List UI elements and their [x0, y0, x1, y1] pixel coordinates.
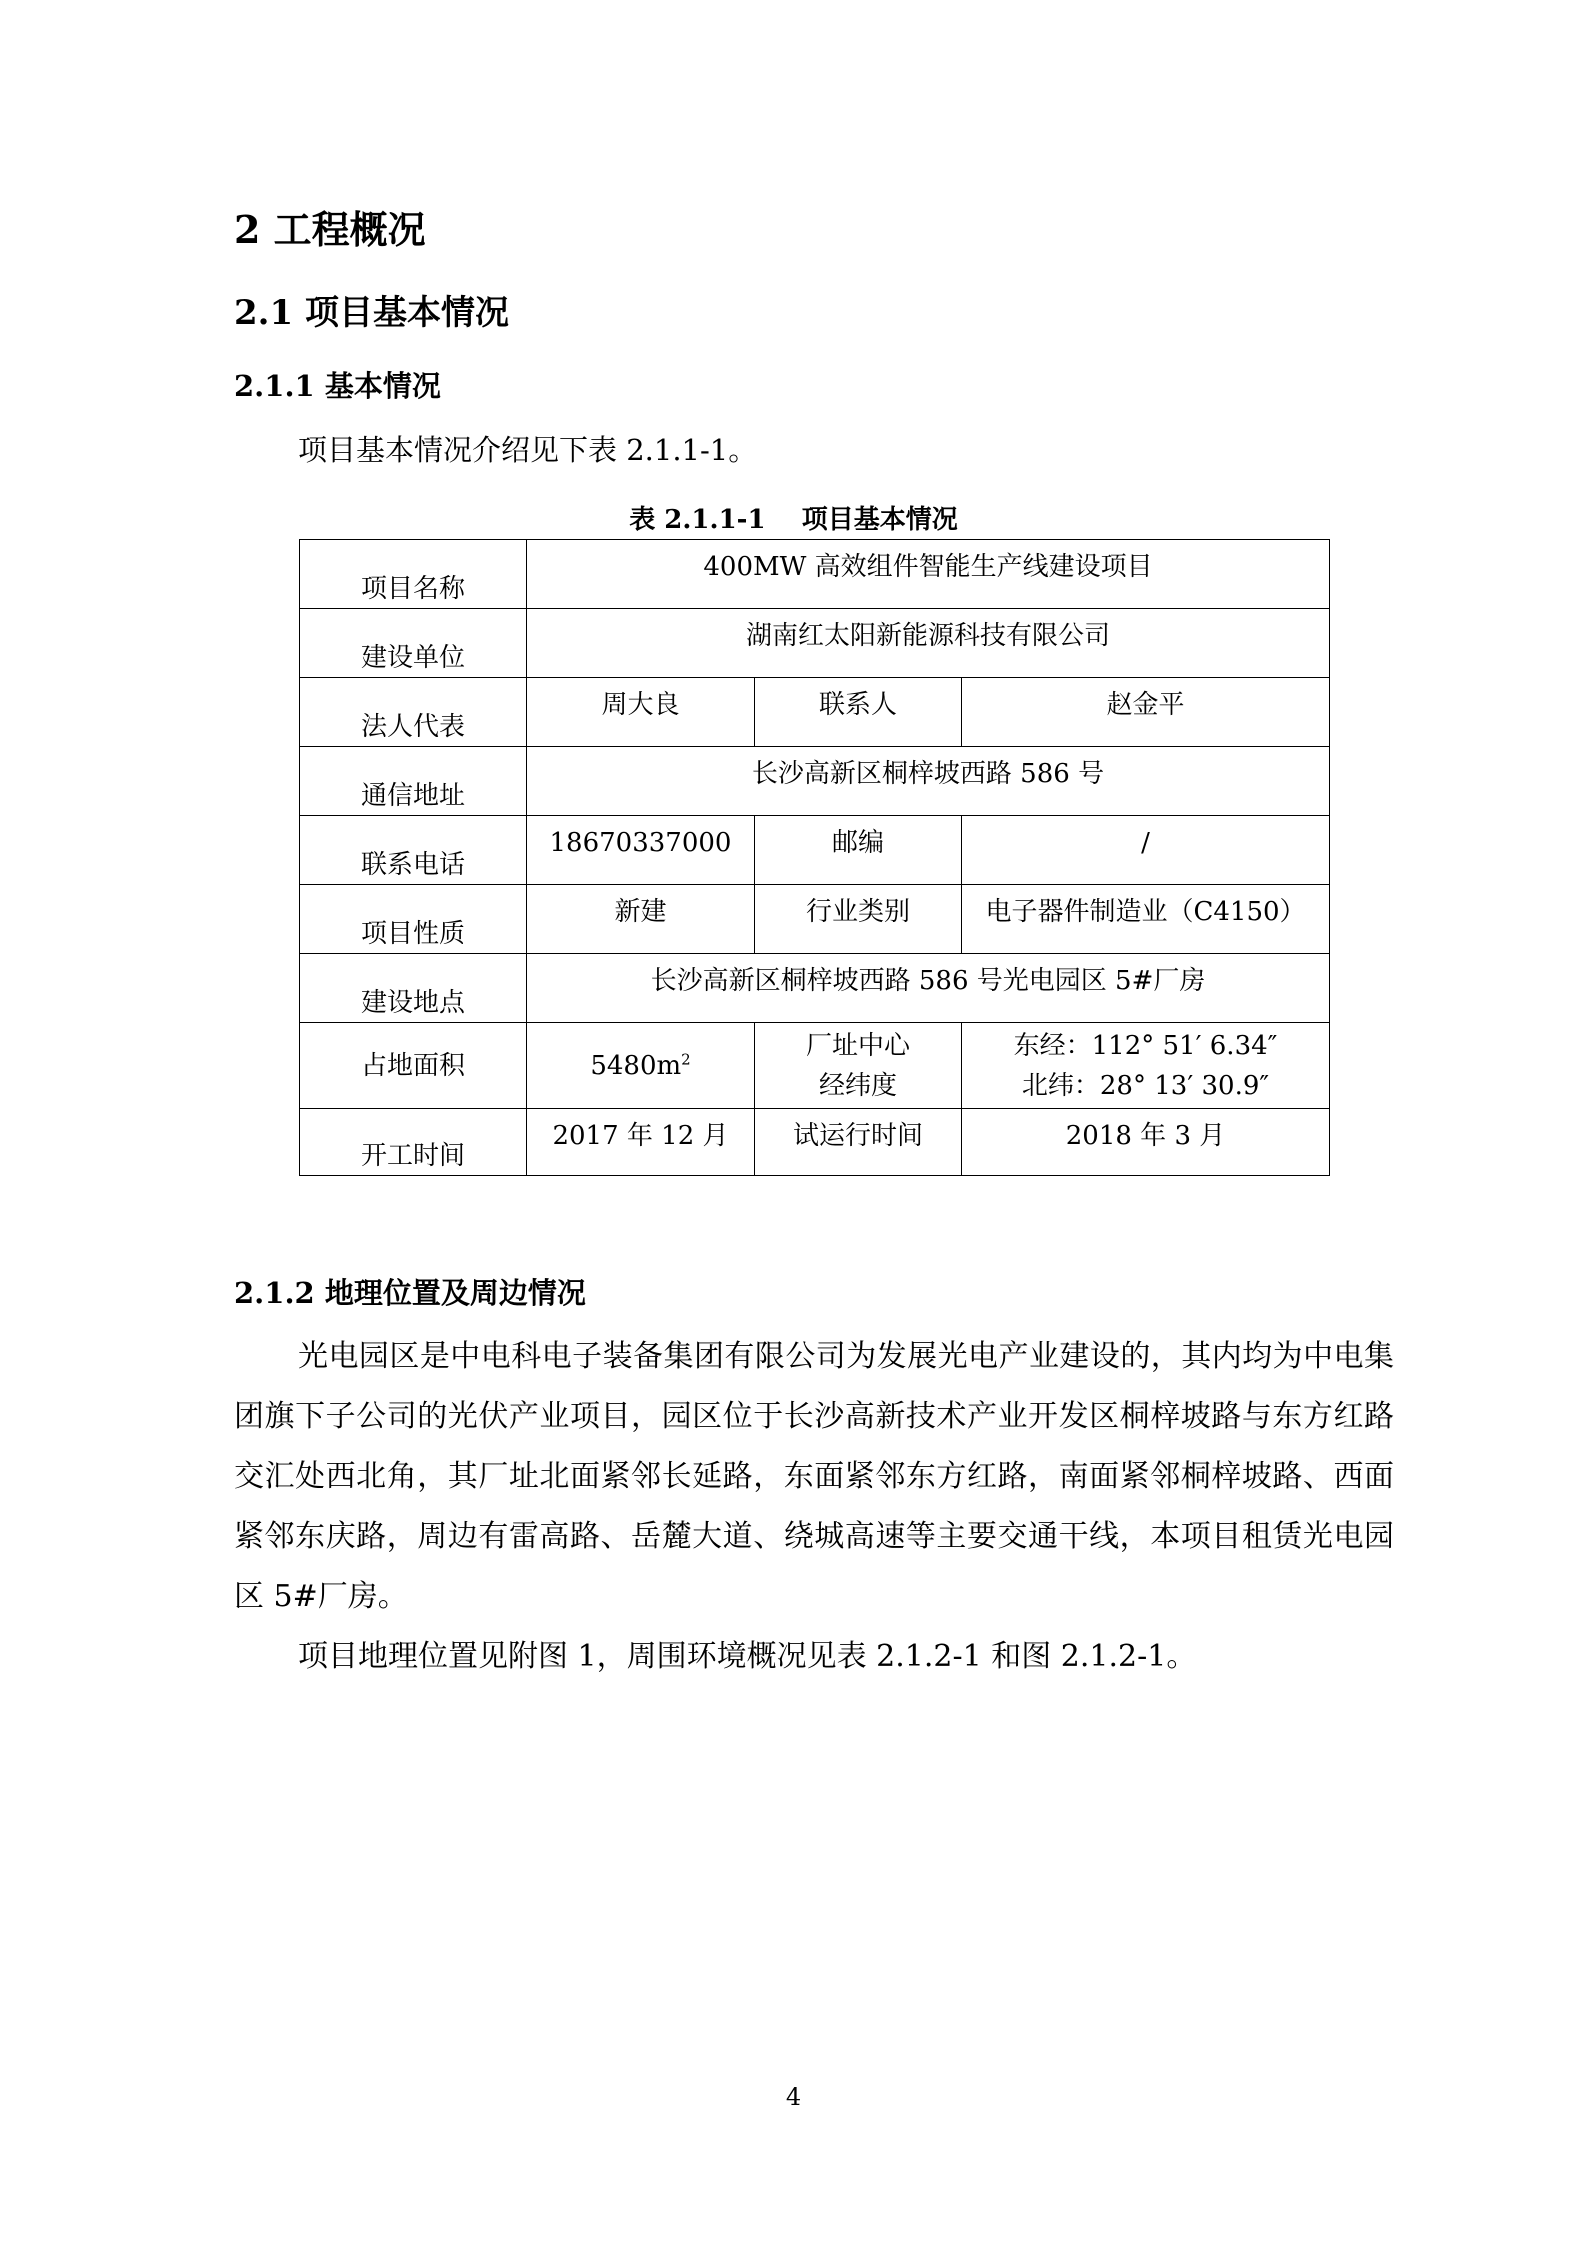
table-row — [300, 678, 1330, 747]
latitude-value: 北纬：28° 13′ 30.9″ — [1021, 1070, 1270, 1101]
project-info-table — [299, 539, 1330, 1176]
table-cell-value: 400MW 高效组件智能生产线建设项目 — [527, 540, 1330, 609]
area-unit-superscript: 2 — [681, 1049, 691, 1068]
table-cell-value: 电子器件制造业（C4150） — [962, 885, 1330, 954]
table-cell-label: 联系电话 — [300, 816, 527, 885]
table-cell-label — [755, 1023, 962, 1109]
table-row — [300, 954, 1330, 1023]
table-cell-label: 法人代表 — [300, 678, 527, 747]
table-cell-label: 行业类别 — [755, 885, 962, 954]
page-number: 4 — [785, 2083, 802, 2111]
table-cell-value: 2018 年 3 月 — [962, 1109, 1330, 1176]
table-cell-value: 长沙高新区桐梓坡西路 586 号 — [527, 747, 1330, 816]
section-heading: 2.1 项目基本情况 — [234, 293, 509, 333]
table-row — [300, 816, 1330, 885]
table-cell-label: 建设地点 — [300, 954, 527, 1023]
table-cell-value: / — [962, 816, 1330, 885]
table-cell-value: 18670337000 — [527, 816, 755, 885]
area-value: 5480m — [590, 1050, 682, 1081]
chapter-heading: 2 工程概况 — [234, 207, 426, 252]
table-cell-label: 试运行时间 — [755, 1109, 962, 1176]
table-cell-value: 2017 年 12 月 — [527, 1109, 755, 1176]
table-cell-value: 赵金平 — [962, 678, 1330, 747]
coord-label-line2: 经纬度 — [818, 1070, 897, 1101]
table-cell-value: 周大良 — [527, 678, 755, 747]
paragraph-reference: 项目地理位置见附图 1，周围环境概况见表 2.1.2-1 和图 2.1.2-1。 — [298, 1639, 1197, 1674]
table-row — [300, 1109, 1330, 1176]
table-cell-label: 项目名称 — [300, 540, 527, 609]
subsection-heading-location: 2.1.2 地理位置及周边情况 — [234, 1276, 586, 1310]
table-row — [300, 540, 1330, 609]
table-caption: 表 2.1.1-1 项目基本情况 — [629, 505, 958, 535]
table-cell-label: 占地面积 — [300, 1023, 527, 1109]
table-row — [300, 609, 1330, 678]
coord-label-line1: 厂址中心 — [805, 1030, 910, 1061]
table-cell-label: 开工时间 — [300, 1109, 527, 1176]
table-cell-value — [962, 1023, 1330, 1109]
table-cell-label: 联系人 — [755, 678, 962, 747]
table-row — [300, 1023, 1330, 1109]
table-cell-value — [527, 1023, 755, 1109]
table-cell-label: 建设单位 — [300, 609, 527, 678]
table-row — [300, 885, 1330, 954]
paragraph-location: 光电园区是中电科电子装备集团有限公司为发展光电产业建设的，其内均为中电集团旗下子公司的光伏产业项目，园区位于长沙高新技术产业开发区桐梓坡路与东方红路交汇处西北角，其厂址北面紧邻长延路，东面紧邻东方红路，南面紧邻桐梓坡路、西面紧邻东庆路，周边有雷高路、岳麓大道、绕城高速等主要交通干线，本项目租赁光电园区 5#厂房。 — [234, 1339, 1394, 1614]
body-text — [234, 1327, 1394, 1687]
subsection-heading-basic: 2.1.1 基本情况 — [234, 369, 441, 403]
table-cell-value: 新建 — [527, 885, 755, 954]
longitude-value: 东经：112° 51′ 6.34″ — [1013, 1030, 1278, 1061]
table-cell-value: 长沙高新区桐梓坡西路 586 号光电园区 5#厂房 — [527, 954, 1330, 1023]
table-row — [300, 747, 1330, 816]
intro-paragraph: 项目基本情况介绍见下表 2.1.1-1。 — [298, 433, 758, 467]
table-cell-label: 通信地址 — [300, 747, 527, 816]
table-cell-value: 湖南红太阳新能源科技有限公司 — [527, 609, 1330, 678]
table-cell-label: 邮编 — [755, 816, 962, 885]
table-cell-label: 项目性质 — [300, 885, 527, 954]
